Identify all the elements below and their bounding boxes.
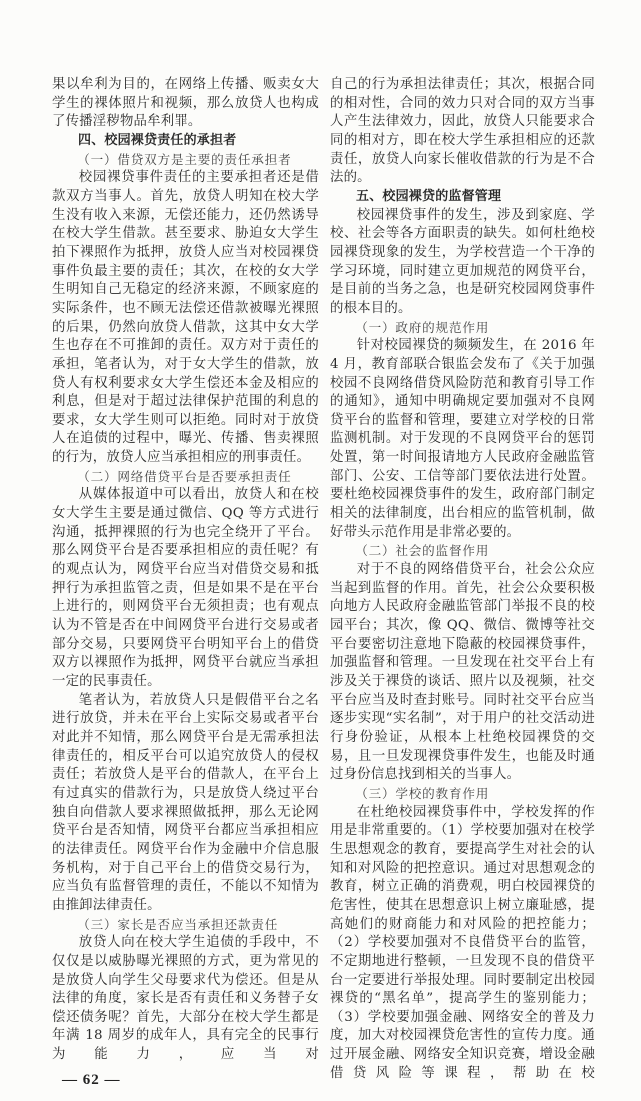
subsection-heading: （二）网络借贷平台是否要承担责任 [77,468,292,484]
paragraph: 放贷人向在校大学生追债的手段中，不仅仅是以威胁曝光裸照的方式，更为常见的是放贷人向学生父母要求代为偿还。但是从法律的角度，家长是否有责任和义务替子女偿还债务呢？首先，大部分在校大学生都是年满 18 周岁的成年人，具有完全的民事行为能力，应当对 [52,935,319,1063]
section-heading: 四、校园裸贷责任的承担者 [78,132,237,148]
subsection-heading: （二）社会的监督作用 [355,543,490,559]
continued-paragraph: 果以牟利为目的，在网络上传播、贩卖女大学生的裸体照片和视频，那么放贷人也构成了传播淫秽物品牟利罪。 [52,77,319,130]
paragraph: 从媒体报道中可以看出，放贷人和在校女大学生主要是通过微信、QQ 等方式进行沟通，抵押裸照的行为也完全绕开了平台。那么网贷平台是否要承担相应的责任呢？有的观点认为，网贷平台应当对借贷交易和抵押行为承担监管之责，但是如果不是在平台上进行的，则网贷平台无须担责；也有观点认为不管是否在中间网贷平台进行交易或者部分交易，只要网贷平台明知平台上的借贷双方以裸照作为抵押，网贷平台就应当承担一定的民事责任。 [52,487,319,689]
subsection-heading: （一）政府的规范作用 [355,319,490,335]
paragraph: 笔者认为，若放贷人只是假借平台之名进行放贷，并未在平台上实际交易或者平台对此并不知情，那么网贷平台是无需承担法律责任的，相反平台可以追究放贷人的侵权责任；若放贷人是平台的借款人，在平台上有过真实的借款行为，只是放贷人绕过平台独自向借款人要求裸照做抵押，那么无论网贷平台是否知情，网贷平台都应当承担相应的法律责任。网贷平台作为金融中介信息服务机构，对于自己平台上的借贷交易行为，应当负有监督管理的责任，不能以不知情为由推卸法律责任。 [52,692,319,913]
left-column [52,76,319,1065]
right-column [330,76,595,1083]
paragraph: 在杜绝校园裸贷事件中，学校发挥的作用是非常重要的。（1）学校要加强对在校学生思想观念的教育，要提高学生对社会的认知和对风险的把控意识。通过对思想观念的教育，树立正确的消费观，明白校园裸贷的危害性，使其在思想意识上树立廉耻感，提高她们的财商能力和对风险的把控能力；（2）学校要加强对不良借贷平台的监管，不定期地进行整顿，一旦发现不良的借贷平台一定要进行举报处理。同时要制定出校园裸贷的“黑名单”，提高学生的鉴别能力；（3）学校要加强金融、网络安全的普及力度，加大对校园裸贷危害性的宣传力度。通过开展金融、网络安全知识竞赛，增设金融借贷风险等课程，帮助在校 [330,804,595,1081]
subsection-heading: （一）借贷双方是主要的责任承担者 [77,151,292,167]
paragraph: 对于不良的网络借贷平台，社会公众应当起到监督的作用。首先，社会公众要积极向地方人民政府金融监管部门举报不良的校园平台；其次，像 QQ、微信、微博等社交平台要密切注意地下隐蔽的校园裸贷事件，加强监督和管理。一旦发现在社交平台上有涉及关于裸贷的谈话、照片以及视频，社交平台应当及时查封账号。同时社交平台应当逐步实现“实名制”，对于用户的社交活动进行身份验证，从根本上杜绝校园裸贷的交易，且一旦发现裸贷事件发生，也能及时通过身份信息找到相关的当事人。 [330,562,595,783]
subsection-heading: （三）家长是否应当承担还款责任 [77,916,279,932]
paragraph: 校园裸贷事件的发生，涉及到家庭、学校、社会等各方面职责的缺失。如何杜绝校园裸贷现象的发生，为学校营造一个干净的学习环境，同时建立更加规范的网贷平台，是目前的当务之急，也是研究校园网贷事件的根本目的。 [330,207,595,316]
paragraph: 针对校园裸贷的频频发生，在 2016 年 4 月，教育部联合银监会发布了《关于加强校园不良网络借贷风险防范和教育引导工作的通知》，通知中明确规定要加强对不良网贷平台的监督和管理，要建立对学校的日常监测机制。对于发现的不良网贷平台的惩罚处置，第一时间报请地方人民政府金融监管部门、公安、工信等部门要依法进行处置。要杜绝校园裸贷事件的发生，政府部门制定相关的法律制度，出台相应的监管机制，做好带头示范作用是非常必要的。 [330,338,595,540]
paragraph: 校园裸贷事件责任的主要承担者还是借款双方当事人。首先，放贷人明知在校大学生没有收入来源，无偿还能力，还仍然诱导在校大学生借款。甚至要求、胁迫女大学生拍下裸照作为抵押，放贷人应当对校园裸贷事件负最主要的责任；其次，在校的女大学生明知自己无稳定的经济来源，不顾家庭的实际条件，也不顾无法偿还借款被曝光裸照的后果，仍然向放贷人借款，这其中女大学生也存在不可推卸的责任。双方对于责任的承担，笔者认为，对于女大学生的借款，放贷人有权利要求女大学生偿还本金及相应的利息，但是对于超过法律保护范围的利息的要求，女大学生则可以拒绝。同时对于放贷人在追债的过程中，曝光、传播、售卖裸照的行为，放贷人应当承担相应的刑事责任。 [52,170,319,466]
subsection-heading: （三）学校的教育作用 [355,785,490,801]
continued-paragraph: 自己的行为承担法律责任；其次，根据合同的相对性，合同的效力只对合同的双方当事人产生法律效力，因此，放贷人只能要求合同的相对方，即在校大学生承担相应的还款责任，放贷人向家长催收借款的行为是不合法的。 [330,77,595,186]
section-heading: 五、校园裸贷的监督管理 [356,188,502,204]
page-number: — 62 — [62,1072,121,1088]
